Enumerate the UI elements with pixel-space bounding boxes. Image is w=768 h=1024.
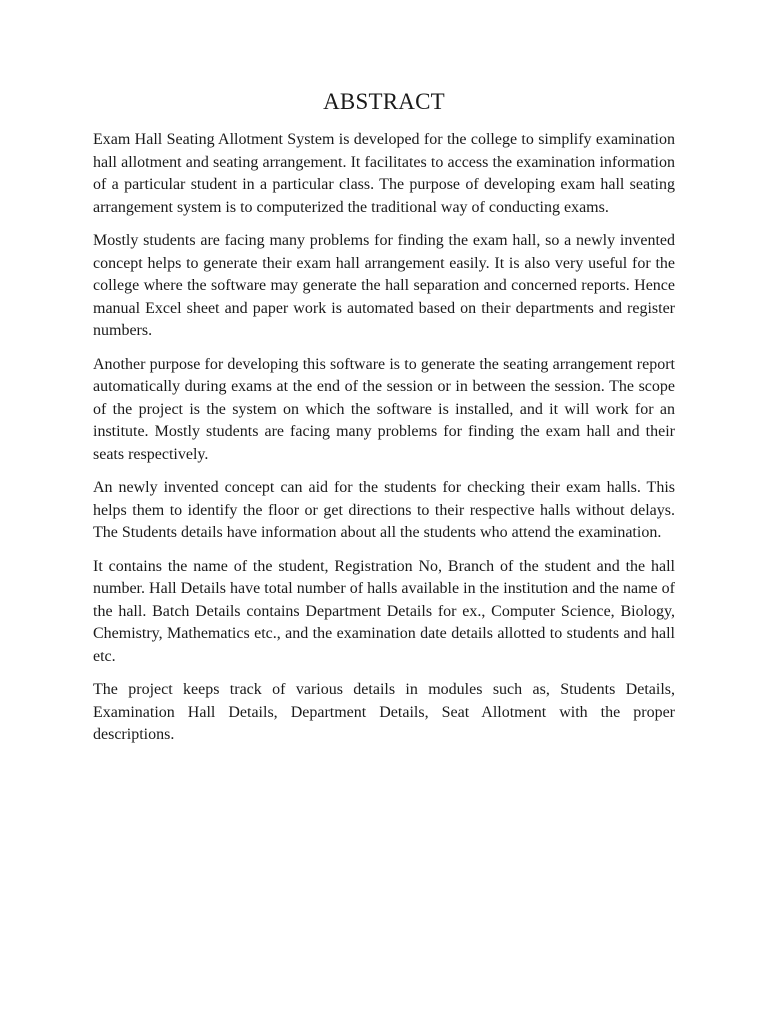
- page-title: ABSTRACT: [323, 89, 445, 114]
- paragraph-4: An newly invented concept can aid for the students for checking their exam halls. This helps them to identify the floor or get directions to their respective halls without delays. The Students details have information about all the students who attend the examination.: [93, 479, 675, 541]
- abstract-body: [93, 129, 675, 758]
- paragraph-5: It contains the name of the student, Registration No, Branch of the student and the hall number. Hall Details have total number of halls available in the institution and the name of the hall. Batch Details contains Department Details for ex., Computer Science, Biology, Chemistry, Mathematics etc., and the examination date details allotted to students and hall etc.: [93, 557, 675, 665]
- paragraph-2: Mostly students are facing many problems for finding the exam hall, so a newly invented concept helps to generate their exam hall arrangement easily. It is also very useful for the college where the software may generate the hall separation and concerned reports. Hence manual Excel sheet and paper work is automated based on their departments and register numbers.: [93, 232, 675, 339]
- paragraph-1: Exam Hall Seating Allotment System is developed for the college to simplify examination hall allotment and seating arrangement. It facilitates to access the examination information of a particular student in a particular class. The purpose of developing exam hall seating arrangement system is to computerized the traditional way of conducting exams.: [93, 131, 675, 216]
- paragraph-3: Another purpose for developing this software is to generate the seating arrangement report automatically during exams at the end of the session or in between the session. The scope of the project is the system on which the software is installed, and it will work for an institute. Mostly students are facing many problems for finding the exam hall and their seats respectively.: [93, 355, 675, 463]
- paragraph-6: The project keeps track of various details in modules such as, Students Details, Examination Hall Details, Department Details, Seat Allotment with the proper descriptions.: [93, 681, 675, 743]
